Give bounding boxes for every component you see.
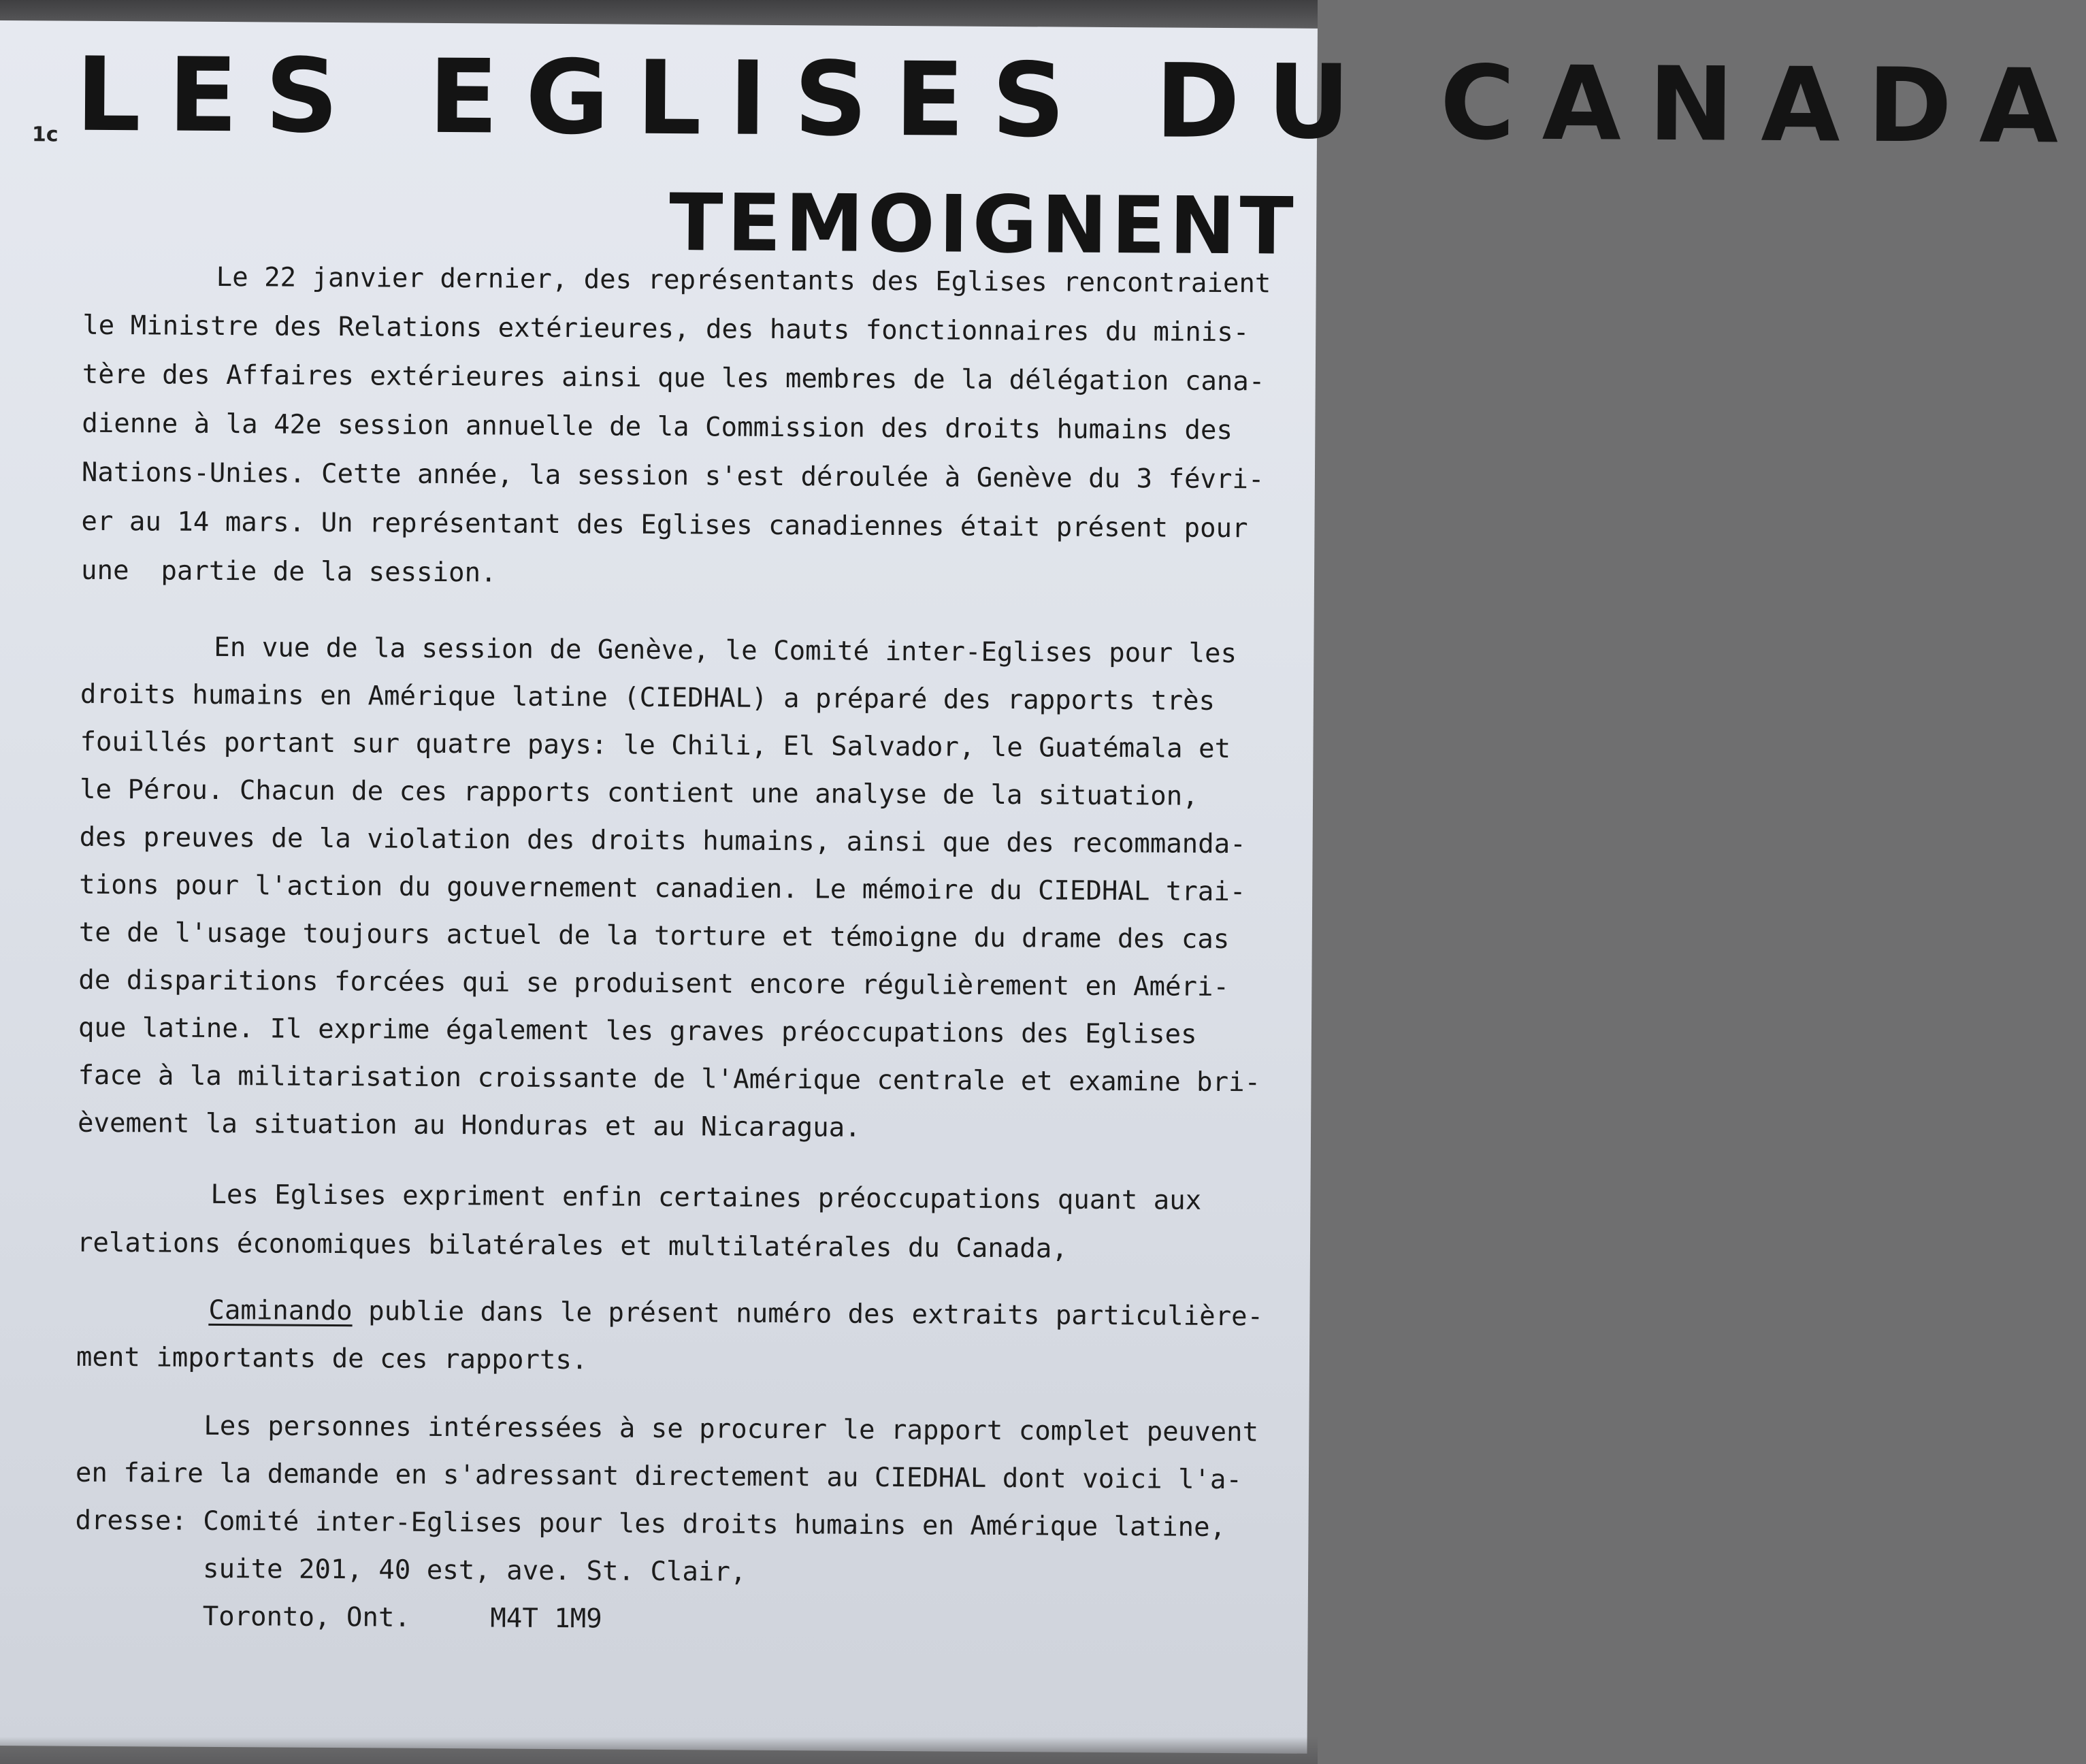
address-line: Toronto, Ont. M4T 1M9 [202, 1601, 602, 1635]
paragraph-2-line: de disparitions forcées qui se produisent encore régulièrement en Améri- [78, 964, 1230, 1003]
paragraph-2-line: èvement la situation au Honduras et au Nicaragua. [77, 1107, 861, 1143]
paragraph-2-line: face à la militarisation croissante de l'Amérique centrale et examine bri- [78, 1060, 1261, 1098]
title-line-1: LES EGLISES DU CANADA [75, 35, 2086, 167]
paragraph-3-line: relations économiques bilatérales et multilatérales du Canada, [76, 1227, 1068, 1264]
paragraph-2-line: fouillés portant sur quatre pays: le Chili, El Salvador, le Guatémala et [80, 726, 1231, 765]
paragraph-3-line: Les Eglises expriment enfin certaines préoccupations quant aux [210, 1179, 1202, 1216]
title-line-2: TEMOIGNENT [668, 177, 1298, 273]
paragraph-1-line: tère des Affaires extérieures ainsi que les membres de la délégation cana- [82, 359, 1265, 397]
paragraph-2-line: le Pérou. Chacun de ces rapports contient une analyse de la situation, [79, 774, 1199, 812]
paragraph-2-line: droits humains en Amérique latine (CIEDHAL) a préparé des rapports très [80, 679, 1216, 717]
paragraph-5-line: Les personnes intéressées à se procurer le rapport complet peuvent [203, 1410, 1259, 1448]
paragraph-2-line: te de l'usage toujours actuel de la torture et témoigne du drame des cas [78, 917, 1230, 956]
publication-title: Caminando [208, 1294, 353, 1327]
paragraph-4-line: ment importants de ces rapports. [76, 1341, 588, 1376]
paragraph-1-line: er au 14 mars. Un représentant des Eglises canadiennes était présent pour [81, 506, 1248, 544]
paragraph-5-line: dresse: Comité inter-Eglises pour les droits humains en Amérique latine, [75, 1505, 1226, 1544]
background-bottom [0, 1737, 1318, 1764]
address-line: suite 201, 40 est, ave. St. Clair, [202, 1553, 747, 1588]
paragraph-5-line: en faire la demande en s'adressant directement au CIEDHAL dont voici l'a- [75, 1457, 1243, 1496]
paragraph-1-line: le Ministre des Relations extérieures, des hauts fonctionnaires du minis- [82, 310, 1250, 348]
paragraph-2-line: que latine. Il exprime également les graves préoccupations des Eglises [78, 1012, 1197, 1050]
paragraph-1-line: dienne à la 42e session annuelle de la Commission des droits humains des [82, 408, 1233, 446]
paragraph-1-line: Nations-Unies. Cette année, la session s'est déroulée à Genève du 3 févri- [81, 457, 1265, 495]
paragraph-4-line: Caminando publie dans le présent numéro des extraits particulière- [208, 1294, 1264, 1333]
paragraph-1-line: Le 22 janvier dernier, des représentants des Eglises rencontraient [216, 261, 1271, 299]
corner-mark: 1c [31, 122, 59, 147]
paragraph-2-line: tions pour l'action du gouvernement canadien. Le mémoire du CIEDHAL trai- [79, 869, 1246, 908]
document-page [0, 20, 2086, 1754]
paragraph-1-line: une partie de la session. [80, 555, 497, 589]
paragraph-2-line: des preuves de la violation des droits humains, ainsi que des recommanda- [79, 821, 1246, 860]
paragraph-2-line: En vue de la session de Genève, le Comité inter-Eglises pour les [214, 632, 1237, 670]
